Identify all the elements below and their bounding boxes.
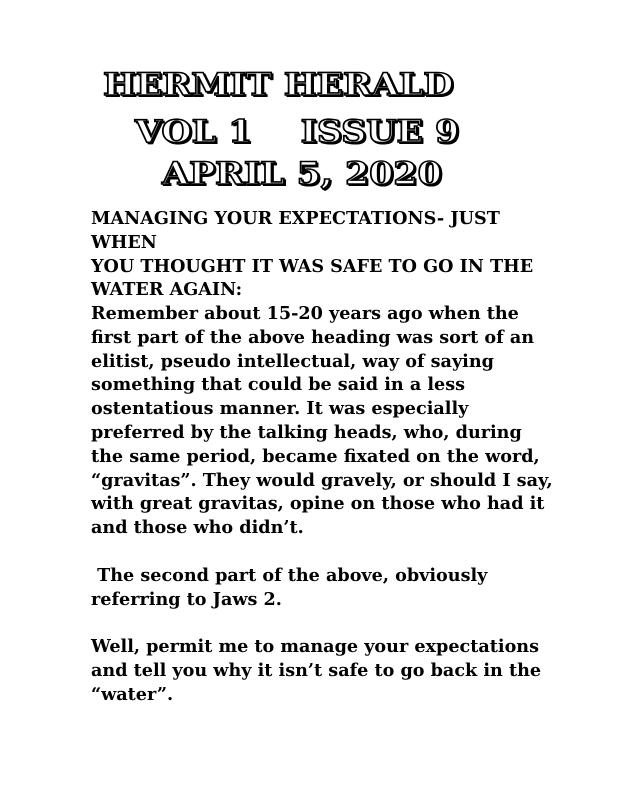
- masthead-title: HERMIT HERALD: [103, 67, 454, 103]
- article-paragraph-3: Well, permit me to manage your expectations and tell you why it isn’t safe to go back in the “water”.: [91, 636, 542, 705]
- masthead-volume-issue: VOL 1 ISSUE 9: [135, 114, 460, 150]
- article-heading: MANAGING YOUR EXPECTATIONS- JUST WHEN YOU THOUGHT IT WAS SAFE TO GO IN THE WATER AGAIN:: [91, 208, 534, 301]
- article-paragraph-1: Remember about 15-20 years ago when the first part of the above heading was sort of an elitist, pseudo intellectual, way of saying something that could be said in a less ostentatious manner. It was especially preferred by the talking heads, who, during the same period, became fixated on the word, “gravitas”. They would gravely, or should I say, with great gravitas, opine on those who had it and those who didn’t.: [91, 303, 553, 539]
- article-paragraph-2: The second part of the above, obviously referring to Jaws 2.: [91, 565, 488, 610]
- masthead-date: APRIL 5, 2020: [162, 156, 442, 192]
